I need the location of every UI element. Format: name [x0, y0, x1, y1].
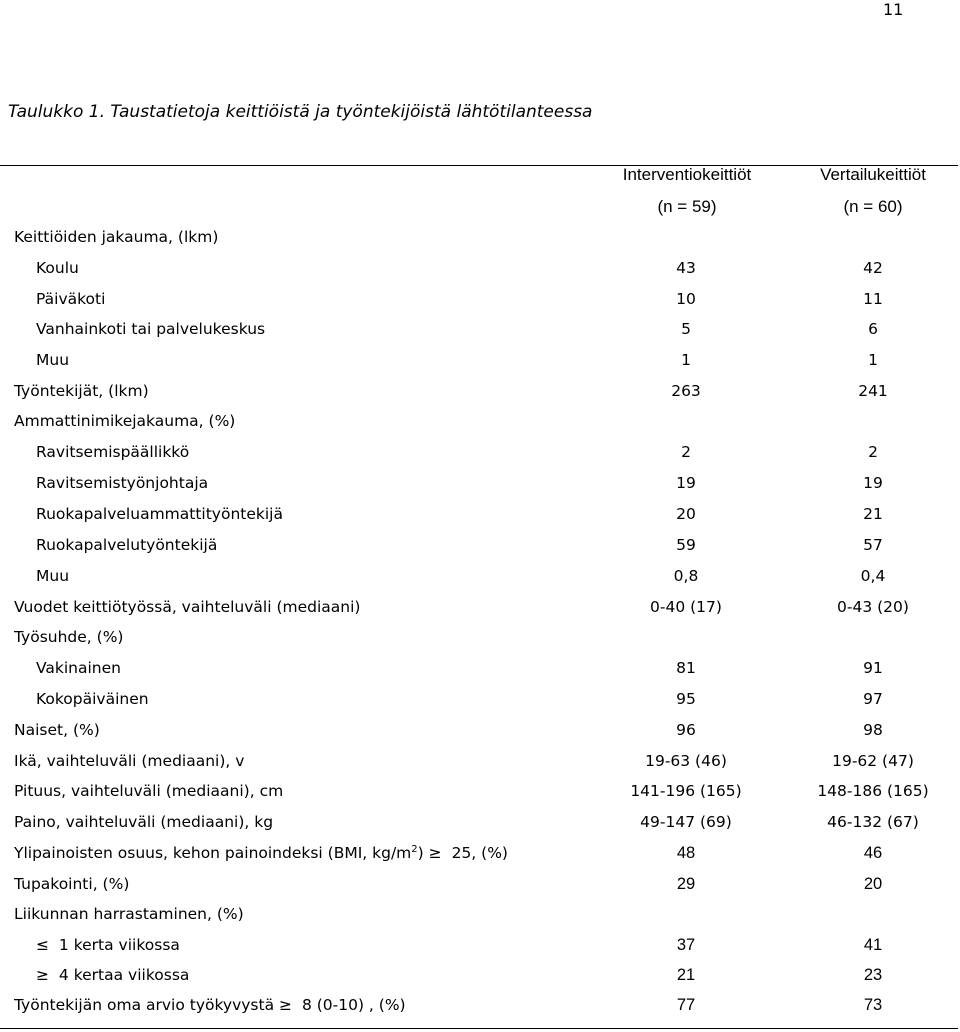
cell-intervention: 77: [676, 996, 696, 1014]
cell-intervention: 0,8: [673, 567, 699, 585]
superscript-two: 2: [411, 843, 418, 855]
cell-intervention: 5: [681, 320, 691, 338]
cell-intervention: 48: [676, 844, 696, 862]
row-label: Ravitsemispäällikkö: [36, 443, 190, 461]
table-row: [0, 474, 960, 505]
table-row: [0, 505, 960, 536]
greater-equal-symbol: ≥: [36, 966, 49, 984]
cell-intervention: 2: [681, 443, 691, 461]
row-label: Vakinainen: [36, 659, 121, 677]
cell-comparison: 97: [863, 690, 883, 708]
row-label: Ruokapalveluammattityöntekijä: [36, 505, 283, 523]
row-label-text: Työntekijän oma arvio työkyvystä: [14, 996, 280, 1014]
cell-intervention: 43: [676, 259, 696, 277]
cell-intervention: 95: [676, 690, 696, 708]
cell-intervention: 96: [676, 721, 696, 739]
row-label: Ravitsemistyönjohtaja: [36, 474, 209, 492]
row-label-text: 8 (0-10) , (%): [297, 996, 406, 1014]
table-row: [0, 567, 960, 598]
row-label: Vuodet keittiötyössä, vaihteluväli (mediaani): [14, 598, 361, 616]
cell-comparison: 91: [863, 659, 883, 677]
row-label: Paino, vaihteluväli (mediaani), kg: [14, 813, 274, 831]
table-row: [0, 536, 960, 567]
table-row: [0, 598, 960, 629]
table-row: [0, 782, 960, 813]
row-label: Kokopäiväinen: [36, 690, 149, 708]
table-row: [0, 443, 960, 474]
table-row: [0, 228, 960, 259]
cell-intervention: 1: [681, 351, 691, 369]
row-label: [14, 844, 508, 862]
table-row: [0, 905, 960, 936]
row-label-text: 4 kertaa viikossa: [54, 966, 190, 984]
row-label: [36, 936, 180, 954]
table-bottom-rule: [0, 1028, 958, 1029]
row-label: Tupakointi, (%): [14, 875, 130, 893]
row-label-text: 1 kerta viikossa: [54, 936, 180, 954]
row-label: Muu: [36, 567, 70, 585]
row-label: Keittiöiden jakauma, (lkm): [14, 228, 219, 246]
cell-intervention: 141-196 (165): [630, 782, 742, 800]
table-row: [0, 844, 960, 875]
table-row: [0, 966, 960, 997]
table-row: [0, 290, 960, 321]
cell-comparison: 2: [868, 443, 878, 461]
cell-intervention: 81: [676, 659, 696, 677]
row-label: Työsuhde, (%): [14, 628, 124, 646]
row-label: Naiset, (%): [14, 721, 100, 739]
cell-comparison: 42: [863, 259, 883, 277]
cell-intervention: 21: [676, 966, 696, 984]
cell-intervention: 37: [676, 936, 696, 954]
cell-comparison: 148-186 (165): [817, 782, 929, 800]
row-label: Ammattinimikejakauma, (%): [14, 412, 236, 430]
table-row: [0, 813, 960, 844]
row-label-text: 25, (%): [446, 844, 508, 862]
cell-comparison: 19: [863, 474, 883, 492]
row-label: Vanhainkoti tai palvelukeskus: [36, 320, 266, 338]
cell-intervention: 263: [671, 382, 701, 400]
row-label: Päiväkoti: [36, 290, 106, 308]
table-row: [0, 936, 960, 967]
row-label: [14, 996, 406, 1014]
cell-comparison: 98: [863, 721, 883, 739]
cell-comparison: 46: [863, 844, 883, 862]
cell-comparison: 20: [863, 875, 883, 893]
column-header-intervention: Interventiokeittiöt: [622, 165, 752, 184]
cell-comparison: 1: [868, 351, 878, 369]
cell-comparison: 6: [868, 320, 878, 338]
table-row: [0, 628, 960, 659]
table-row: [0, 996, 960, 1027]
row-label: Työntekijät, (lkm): [14, 382, 149, 400]
cell-comparison: 73: [863, 996, 883, 1014]
row-label: Muu: [36, 351, 70, 369]
row-label: Pituus, vaihteluväli (mediaani), cm: [14, 782, 284, 800]
table-caption: Taulukko 1. Taustatietoja keittiöistä ja työntekijöistä lähtötilanteessa: [8, 102, 593, 122]
column-n-intervention: (n = 59): [657, 197, 717, 216]
cell-intervention: 20: [676, 505, 696, 523]
cell-comparison: 46-132 (67): [827, 813, 919, 831]
table-row: [0, 351, 960, 382]
table-row: [0, 382, 960, 413]
page-number: 11: [883, 0, 904, 19]
greater-equal-symbol: ≥: [279, 996, 293, 1014]
table-row: [0, 875, 960, 906]
table-row: [0, 752, 960, 783]
cell-intervention: 19-63 (46): [645, 752, 727, 770]
cell-intervention: 49-147 (69): [640, 813, 732, 831]
cell-comparison: 21: [863, 505, 883, 523]
row-label-text: Ylipainoisten osuus, kehon painoindeksi (BMI, kg/m: [14, 844, 412, 862]
less-equal-symbol: ≤: [36, 936, 49, 954]
column-header-comparison: Vertailukeittiöt: [820, 165, 926, 184]
cell-comparison: 0-43 (20): [837, 598, 909, 616]
cell-comparison: 0,4: [860, 567, 886, 585]
cell-intervention: 19: [676, 474, 696, 492]
cell-comparison: 19-62 (47): [832, 752, 914, 770]
row-label: Ikä, vaihteluväli (mediaani), v: [14, 752, 245, 770]
row-label-text: ): [417, 844, 429, 862]
cell-comparison: 41: [863, 936, 883, 954]
column-n-comparison: (n = 60): [843, 197, 903, 216]
table-row: [0, 259, 960, 290]
row-label: Ruokapalvelutyöntekijä: [36, 536, 218, 554]
cell-intervention: 10: [676, 290, 696, 308]
cell-comparison: 11: [863, 290, 883, 308]
table-row: [0, 721, 960, 752]
table-row: [0, 690, 960, 721]
row-label: Koulu: [36, 259, 79, 277]
table-row: [0, 659, 960, 690]
table-row: [0, 320, 960, 351]
greater-equal-symbol: ≥: [428, 844, 442, 862]
cell-comparison: 23: [863, 966, 883, 984]
cell-intervention: 29: [676, 875, 696, 893]
row-label: [36, 966, 189, 984]
cell-comparison: 241: [858, 382, 888, 400]
cell-comparison: 57: [863, 536, 883, 554]
cell-intervention: 0-40 (17): [650, 598, 722, 616]
cell-intervention: 59: [676, 536, 696, 554]
row-label: Liikunnan harrastaminen, (%): [14, 905, 244, 923]
table-row: [0, 412, 960, 443]
